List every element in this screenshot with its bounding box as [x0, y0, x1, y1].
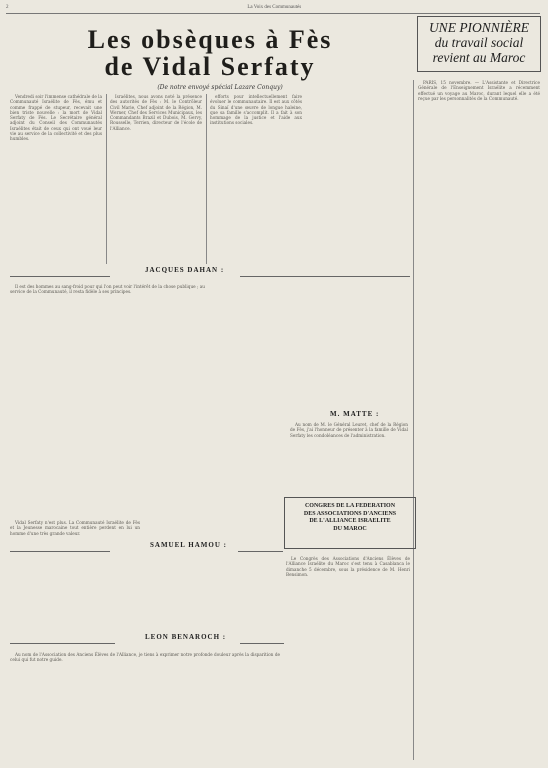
- side-feature-title-line2: du travail social: [434, 35, 524, 50]
- column-1-text: Vendredi soir l'immense cathédrale de la Communauté Israélite de Fès, ému et comme frappé de stupeur, recevait une bien triste nouvelle : la mort de Vidal Serfaty de Fès. Le Secrétaire général adjoint du Conseil des Communautés Israélites était de ceux qui ont voué leur vie au service de la collectivité et des plus humbles.: [10, 94, 102, 142]
- section-rule: [10, 643, 115, 644]
- matte-text-block: [290, 422, 408, 492]
- side-feature-title-line1: UNE PIONNIÈRE: [428, 20, 530, 35]
- side-feature-title: [418, 17, 540, 65]
- hamou-text: Vidal Serfaty n'est plus. La Communauté Israélite de Fès et la Jeunesse marocaine tout entière perdent en lui un homme d'une très grande valeur.: [10, 520, 140, 536]
- section-title-dahan: JACQUES DAHAN :: [145, 266, 225, 274]
- running-head: [6, 2, 540, 12]
- side-feature-title-line3: revient au Maroc: [432, 50, 526, 65]
- page-number: 2: [6, 4, 9, 10]
- section-title-matte: M. MATTE :: [330, 410, 380, 418]
- dahan-text-block: [10, 284, 205, 364]
- main-headline: [10, 26, 410, 80]
- side-feature-box: [417, 16, 541, 72]
- matte-text: Au nom de M. le Général Leuret, chef de la Région de Fès, j'ai l'honneur de présenter à la famille de Vidal Serfaty les condoléances de l'administration.: [290, 422, 408, 438]
- section-rule: [240, 276, 410, 277]
- headline-line1: Les obsèques à Fès: [87, 25, 333, 54]
- hamou-text-block: [10, 520, 140, 560]
- congress-text-block: [286, 556, 410, 756]
- headline-line2: de Vidal Serfaty: [104, 52, 316, 81]
- column-divider: [106, 94, 107, 264]
- article-column-3: [210, 94, 302, 264]
- article-column-2: [110, 94, 202, 264]
- column-3-text: efforts pour intellectuellement faire évoluer le communautaire. Il est aux côtés du Sinaï d'une œuvre de longue haleine, que sa famille s'accomplit. Il a fait à son hommage de la justice et l'aide aux institutions sociales.: [210, 94, 302, 126]
- section-title-benaroch: LEON BENAROCH :: [145, 633, 227, 641]
- benaroch-text-block: [10, 652, 280, 752]
- column-2-text: Israélites, nous avons noté la présence des autorités de Fès : M. le Contrôleur Civil Marie, Chef adjoint de la Région, M. Werner, Chef des Services Municipaux, les Commandants Brazil et Dubois, M. Gervy, Rousselle, Terrien, directeur de l'école de l'Alliance.: [110, 94, 202, 131]
- section-title-hamou: SAMUEL HAMOU :: [150, 541, 227, 549]
- section-rule: [240, 643, 284, 644]
- congress-title-line4: DU MAROC: [333, 525, 367, 532]
- congress-text: Le Congrès des Associations d'Anciens Élèves de l'Alliance Israélite du Maroc s'est tenu à Casablanca le dimanche 5 décembre, sous la présidence de M. Henri Bensimon.: [286, 556, 410, 577]
- dahan-text: Il est des hommes au sang-froid pour qui l'on peut voir l'intérêt de la chose publique ; au service de la Communauté, il resta fidèle à ses principes.: [10, 284, 205, 295]
- congress-title-line1: CONGRES DE LA FEDERATION: [304, 503, 396, 509]
- newspaper-title: La Voix des Communautés: [247, 4, 302, 10]
- side-feature-column: [418, 80, 540, 760]
- column-divider: [206, 94, 207, 264]
- congress-title-line2: DES ASSOCIATIONS D'ANCIENS: [303, 510, 397, 517]
- article-column-1: [10, 94, 102, 264]
- top-rule: [6, 13, 540, 14]
- congress-headline-box: [284, 497, 416, 549]
- benaroch-text: Au nom de l'Association des Anciens Élèves de l'Alliance, je tiens à exprimer notre profonde douleur après la disparition de celui qui fut notre guide.: [10, 652, 280, 663]
- byline: (De notre envoyé spécial Lazare Conquy): [157, 84, 283, 91]
- congress-title-line3: DE L'ALLIANCE ISRAELITE: [309, 518, 391, 524]
- column-divider: [413, 80, 414, 760]
- section-rule: [238, 551, 283, 552]
- section-rule: [10, 276, 110, 277]
- side-feature-text: PARIS, 15 novembre. — L'Assistante et Directrice Générale de l'Enseignement Israélite a récemment effectué un voyage au Maroc, durant lequel elle a été reçue par les personnalités de la Communauté.: [418, 80, 540, 101]
